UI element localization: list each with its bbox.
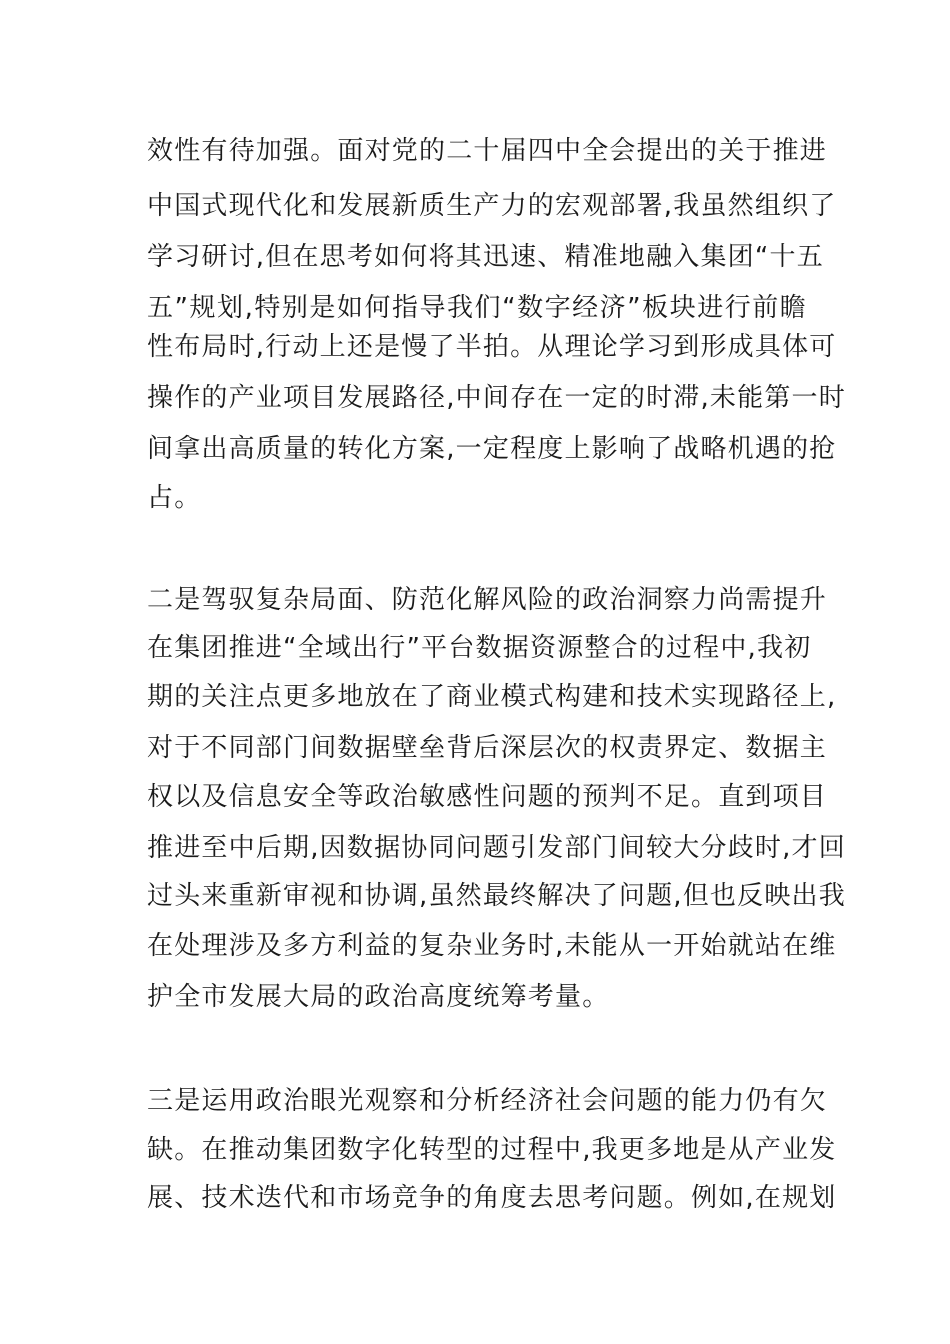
text-line: 过头来重新审视和协调,虽然最终解决了问题,但也反映出我 (147, 881, 846, 911)
text-line: 权以及信息安全等政治敏感性问题的预判不足。直到项目 (147, 782, 828, 812)
text-line: 间拿出高质量的转化方案,一定程度上影响了战略机遇的抢 (147, 434, 837, 464)
text-line: 学习研讨,但在思考如何将其迅速、精准地融入集团“十五 (147, 242, 824, 272)
text-line: 期的关注点更多地放在了商业模式构建和技术实现路径上, (147, 682, 837, 712)
text-line: 在处理涉及多方利益的复杂业务时,未能从一开始就站在维 (147, 931, 837, 961)
text-line: 中国式现代化和发展新质生产力的宏观部署,我虽然组织了 (147, 191, 837, 221)
text-line: 在集团推进“全域出行”平台数据资源整合的过程中,我初 (147, 633, 812, 663)
text-line: 推进至中后期,因数据协同问题引发部门间较大分歧时,才回 (147, 833, 846, 863)
text-line: 五”规划,特别是如何指导我们“数字经济”板块进行前瞻 (147, 293, 807, 323)
text-line: 三是运用政治眼光观察和分析经济社会问题的能力仍有欠 (147, 1086, 828, 1116)
text-line: 操作的产业项目发展路径,中间存在一定的时滞,未能第一时 (147, 383, 846, 413)
text-line: 占。 (147, 483, 202, 513)
text-line: 缺。在推动集团数字化转型的过程中,我更多地是从产业发 (147, 1135, 837, 1165)
text-line: 效性有待加强。面对党的二十届四中全会提出的关于推进 (147, 136, 828, 166)
text-line: 二是驾驭复杂局面、防范化解风险的政治洞察力尚需提升 (147, 585, 828, 615)
text-line: 护全市发展大局的政治高度统筹考量。 (147, 982, 610, 1012)
text-line: 展、技术迭代和市场竞争的角度去思考问题。例如,在规划 (147, 1183, 837, 1213)
text-line: 性布局时,行动上还是慢了半拍。从理论学习到形成具体可 (147, 332, 837, 362)
text-line: 对于不同部门间数据壁垒背后深层次的权责界定、数据主 (147, 733, 828, 763)
